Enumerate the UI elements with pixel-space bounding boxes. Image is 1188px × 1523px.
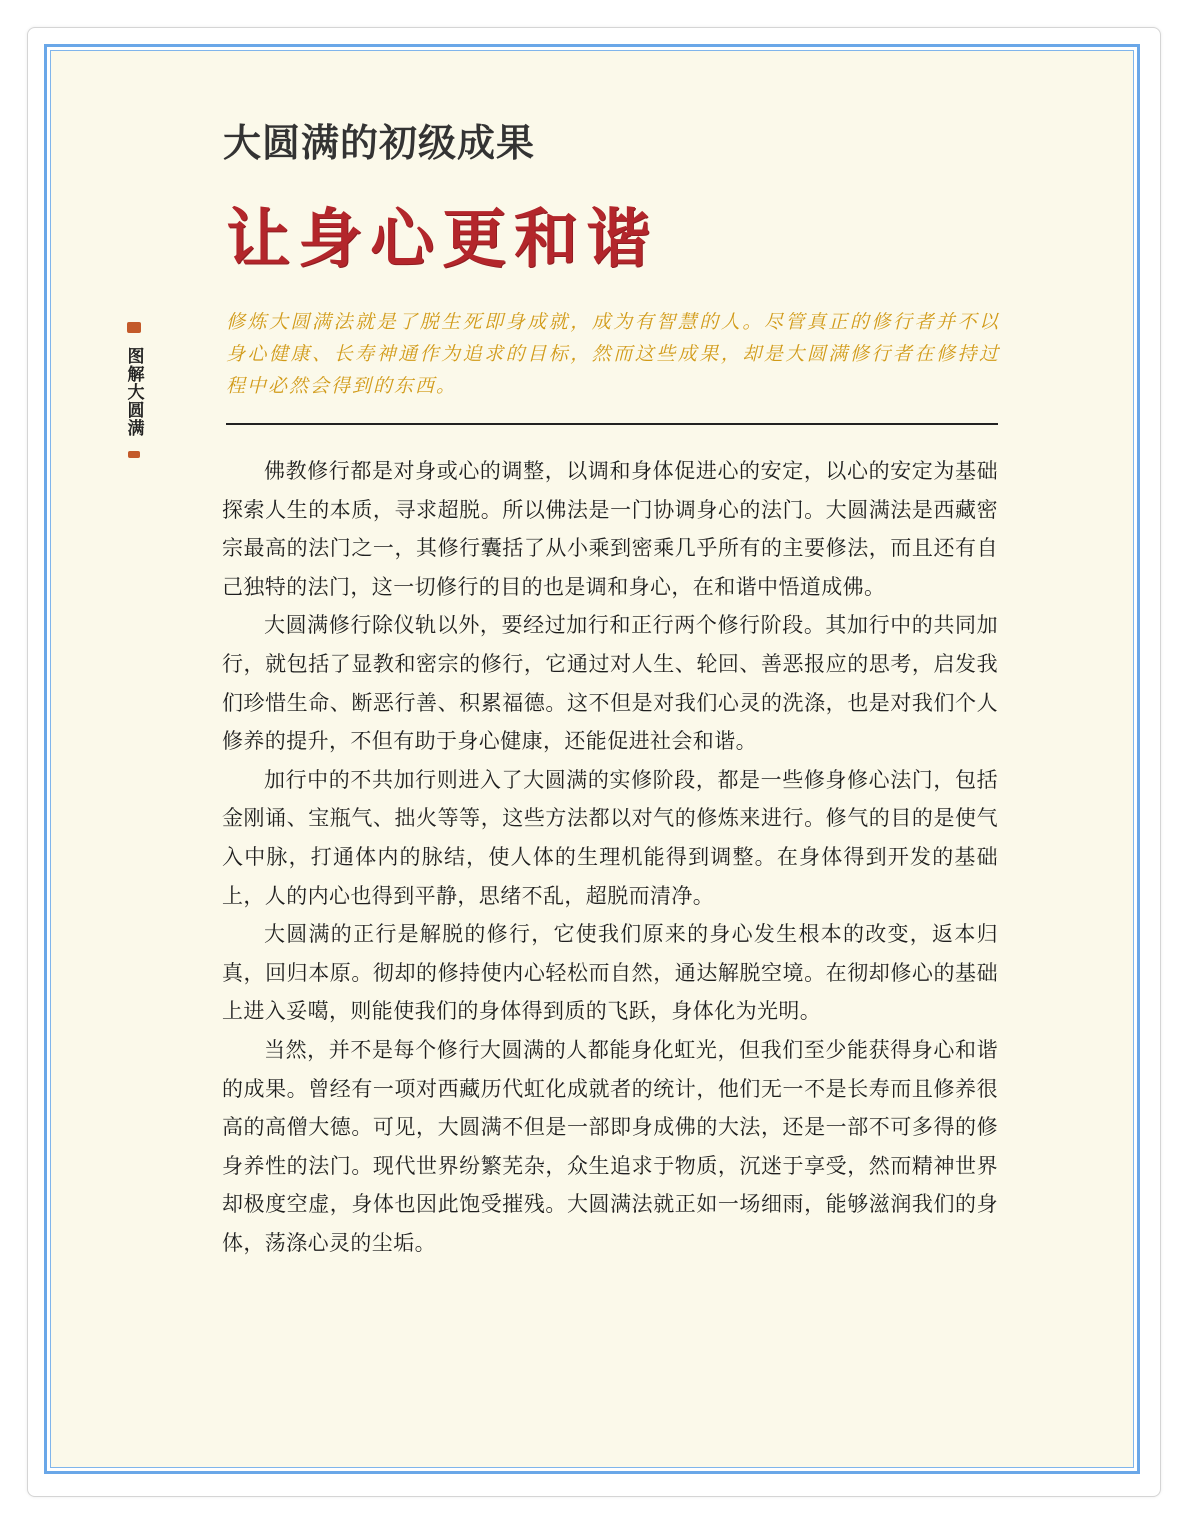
intro-paragraph: 修炼大圆满法就是了脱生死即身成就，成为有智慧的人。尽管真正的修行者并不以身心健康、长寿神通作为追求的目标，然而这些成果，却是大圆满修行者在修持过程中必然会得到的东西。 xyxy=(226,311,1000,397)
body-paragraph-1: 佛教修行都是对身或心的调整，以调和身体促进心的安定，以心的安定为基础探索人生的本质，寻求超脱。所以佛法是一门协调身心的法门。大圆满法是西藏密宗最高的法门之一，其修行囊括了从小乘到密乘几乎所有的主要修法，而且还有自己独特的法门，这一切修行的目的也是调和身心，在和谐中悟道成佛。 xyxy=(222,459,998,599)
side-label-text: 图解大圆满 xyxy=(123,347,144,437)
side-section-label xyxy=(124,322,144,458)
body-paragraph-4: 大圆满的正行是解脱的修行，它使我们原来的身心发生根本的改变，返本归真，回归本原。彻却的修持使内心轻松而自然，通达解脱空境。在彻却修心的基础上进入妥噶，则能使我们的身体得到质的飞跃，身体化为光明。 xyxy=(222,922,998,1024)
seal-mark-top xyxy=(127,322,141,333)
body-paragraph-3: 加行中的不共加行则进入了大圆满的实修阶段，都是一些修身修心法门，包括金刚诵、宝瓶气、拙火等等，这些方法都以对气的修炼来进行。修气的目的是使气入中脉，打通体内的脉结，使人体的生理机能得到调整。在身体得到开发的基础上，人的内心也得到平静，思绪不乱，超脱而清净。 xyxy=(222,767,998,908)
body-text xyxy=(222,452,998,1262)
body-paragraph-2: 大圆满修行除仪轨以外，要经过加行和正行两个修行阶段。其加行中的共同加行，就包括了显教和密宗的修行，它通过对人生、轮回、善恶报应的思考，启发我们珍惜生命、断恶行善、积累福德。这不但是对我们心灵的洗涤，也是对我们个人修养的提升，不但有助于身心健康，还能促进社会和谐。 xyxy=(222,613,998,754)
page-title: 让身心更和谐 xyxy=(226,202,658,277)
section-divider xyxy=(226,423,998,425)
seal-mark-bottom xyxy=(128,451,140,458)
body-paragraph-5: 当然，并不是每个修行大圆满的人都能身化虹光，但我们至少能获得身心和谐的成果。曾经有一项对西藏历代虹化成就者的统计，他们无一不是长寿而且修养很高的高僧大德。可见，大圆满不但是一部即身成佛的大法，还是一部不可多得的修身养性的法门。现代世界纷繁芜杂，众生追求于物质，沉迷于享受，然而精神世界却极度空虚，身体也因此饱受摧残。大圆满法就正如一场细雨，能够滋润我们的身体，荡涤心灵的尘垢。 xyxy=(222,1037,998,1255)
page-subtitle: 大圆满的初级成果 xyxy=(223,121,536,165)
